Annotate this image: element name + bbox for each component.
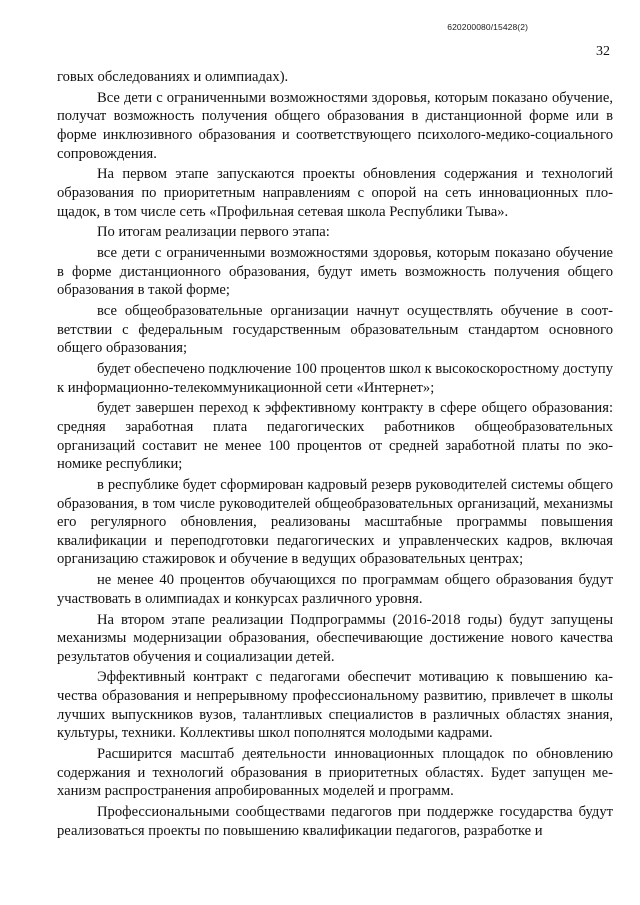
paragraph: Все дети с ограниченными возможностями здоровья, которым показано обучение, получат возможность получения общего образования в дистанционной форме или в форме инклюзивного образования и соответствующего психолого-медико-социального сопровождения. bbox=[57, 89, 613, 162]
paragraph: Расширится масштаб деятельности инновационных площадок по обновлению содержания и технологий образования в приоритетных областях. Будет запущен механизм распространения апробированных моделей и программ. bbox=[57, 746, 613, 800]
paragraph: Профессиональными сообществами педагогов при поддержке государства будут реализоваться проекты по повышению квалификации педагогов, разработке и bbox=[57, 804, 613, 839]
paragraph-continuation: говых обследованиях и олимпиадах). bbox=[57, 69, 289, 85]
document-id: 620200080/15428(2) bbox=[447, 22, 528, 32]
list-item: не менее 40 процентов обучающихся по программам общего образования будут участвовать в олимпиадах и конкурсах различного уровня. bbox=[57, 572, 613, 607]
list-item: все дети с ограниченными возможностями здоровья, которым показано обучение в форме дистанционного образования, будут иметь возможность получения общего образования в такой форме; bbox=[57, 245, 613, 299]
paragraph: На первом этапе запускаются проекты обновления содержания и технологий образования по приоритетным направлениям с опорой на сеть инновационных площадок, в том числе сеть «Профильная сетевая школа Республики Тыва». bbox=[57, 166, 613, 220]
paragraph: Эффективный контракт с педагогами обеспечит мотивацию к повышению качества образования и непрерывному профессиональному развитию, привлечет в школы лучших выпускников вузов, талантливых специалистов в различных областях знания, культуры, техники. Коллективы школ пополнятся молодыми кадрами. bbox=[57, 669, 613, 742]
paragraph: На втором этапе реализации Подпрограммы (2016-2018 годы) будут запущены механизмы модернизации образования, обеспечивающие достижение нового качества результатов обучения и социализации детей. bbox=[57, 611, 613, 665]
list-item: все общеобразовательные организации начнут осуществлять обучение в соответствии с федеральным государственным образовательным стандартом основного общего образования; bbox=[57, 303, 613, 357]
list-item: будет обеспечено подключение 100 процентов школ к высокоскоростному доступу к информационно-телекоммуникационной сети «Интернет»; bbox=[57, 361, 613, 396]
list-item: будет завершен переход к эффективному контракту в сфере общего образования: средняя заработная плата педагогических работников общеобразовательных организаций составит не менее 100 процентов от средней заработной платы по экономике республики; bbox=[57, 400, 613, 473]
document-body bbox=[57, 68, 613, 842]
paragraph: По итогам реализации первого этапа: bbox=[97, 224, 330, 241]
page-number: 32 bbox=[596, 44, 610, 59]
list-item: в республике будет сформирован кадровый резерв руководителей системы общего образования, в том числе руководителей общеобразовательных организаций, механизмы его регулярного обновления, реализованы масштабные программы повышения квалификации и переподготовки педагогических и управленческих кадров, включая организацию стажировок и обучение в ведущих образовательных центрах; bbox=[57, 476, 613, 568]
